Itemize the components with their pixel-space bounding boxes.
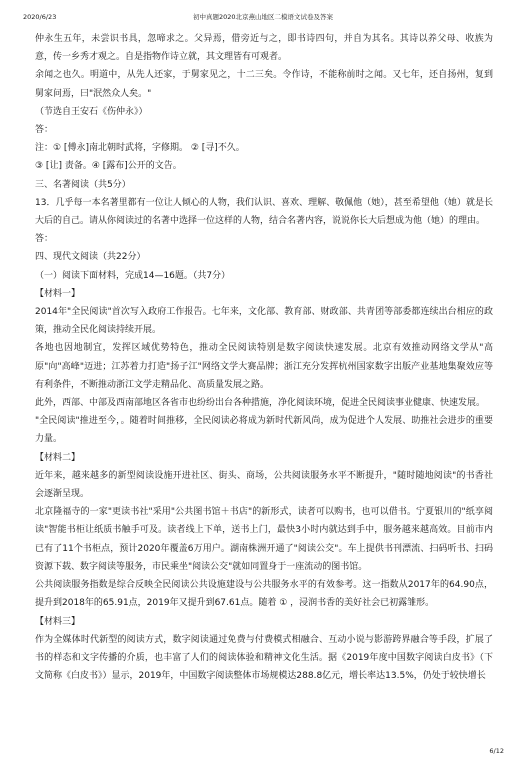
header-date: 2020/6/23 bbox=[23, 13, 57, 21]
subsection-heading: （一）阅读下面材料，完成14—16题。（共7分） bbox=[35, 270, 231, 281]
page-number: 6/12 bbox=[489, 747, 504, 755]
page-header bbox=[0, 10, 526, 24]
answer-line: 答： bbox=[35, 125, 54, 136]
document-body bbox=[35, 30, 493, 685]
material-label: 【材料二】 bbox=[35, 452, 81, 463]
paragraph: 作为全媒体时代新型的阅读方式，数字阅读通过免费与付费模式相融合、互动小说与影游跨界融合等手段，扩展了书的样态和文字传播的介质，也丰富了人们的阅读体验和精神文化生活。据《2019年度中国数字阅读白皮书》（下文简称《白皮书》）显示，2019年，中国数字阅读整体市场规模达288.8亿元，增长率达13.5%，仍处于较快增长 bbox=[35, 634, 493, 682]
section-heading: 三、名著阅读（共5分） bbox=[35, 179, 131, 190]
header-title: 初中真题2020北京燕山地区二模语文试卷及答案 bbox=[192, 13, 334, 21]
paragraph: 公共阅读服务指数是综合反映全民阅读公共设施建设与公共服务水平的有效参考。这一指数从2017年的64.90点，提升到2018年的65.91点，2019年又提升到67.61点。随着 ① ，浸润书香的美好社会已初露雏形。 bbox=[35, 580, 493, 609]
paragraph: 余闻之也久。明道中，从先人还家，于舅家见之，十二三矣。令作诗，不能称前时之闻。又七年，还自扬州，复到舅家问焉，曰"泯然众人矣。" bbox=[35, 70, 493, 99]
paragraph: 各地也因地制宜，发挥区域优势特色，推动全民阅读特别是数字阅读快速发展。北京有效推动网络文学从"高原"向"高峰"迈进；江苏着力打造"扬子江"网络文学大赛品牌；浙江充分发挥杭州国家数字出版产业基地集聚效应等有利条件，不断推动浙江文学走精品化、高质量发展之路。 bbox=[35, 343, 493, 390]
paragraph: 近年来，越来越多的新型阅读设施开进社区、街头、商场，公共阅读服务水平不断提升，"随时随地阅读"的书香社会逐渐呈现。 bbox=[35, 470, 493, 500]
material-label: 【材料三】 bbox=[35, 616, 81, 627]
paragraph: "全民阅读"推进至今，。随着时间推移，全民阅读必将成为新时代新风尚，成为促进个人发展、助推社会进步的重要力量。 bbox=[35, 416, 493, 445]
section-heading: 四、现代文阅读（共22分） bbox=[35, 252, 146, 263]
paragraph: 仲永生五年，未尝识书具，忽啼求之。父异焉，借旁近与之，即书诗四句，并自为其名。其诗以养父母、收族为意，传一乡秀才观之。自是指物作诗立就，其文理皆有可观者。 bbox=[35, 34, 493, 63]
source-note: （节选自王安石《伤仲永》） bbox=[35, 106, 148, 117]
question-13: 13．几乎每一本名著里都有一位让人倾心的人物，我们认识、喜欢、理解、敬佩他（她），甚至希望他（她）就是长大后的自己。请从你阅读过的名著中选择一位这样的人物，结合名著内容，说说你长大后想成为他（她）的理由。 bbox=[35, 197, 493, 227]
answer-line: 答： bbox=[35, 234, 54, 245]
material-label: 【材料一】 bbox=[35, 288, 81, 299]
paragraph: 2014年"全民阅读"首次写入政府工作报告。七年来，文化部、教育部、财政部、共青团等部委都连续出台相应的政策，推动全民化阅读持续开展。 bbox=[35, 307, 493, 336]
paragraph: 此外，西部、中部及西南部地区各省市也纷纷出台各种措施，净化阅读环境，促进全民阅读事业健康、快速发展。 bbox=[35, 398, 486, 409]
paragraph: 北京隆福寺的一家"更读书社"采用"公共图书馆＋书店"的新形式，读者可以购书，也可以借书。宁夏银川的"纸享阅读"智能书柜让纸质书触手可及。读者线上下单，送书上门，最快3小时内就达到手中，服务越来越高效。目前市内已有了11个书柜点，预计2020年覆盖6万用户。湖南株洲开通了"阅读公交"。车上提供书刊漂流、扫码听书、扫码资源下载、数字阅读等服务，市民乘坐"阅读公交"就如同置身于一座流动的图书馆。 bbox=[35, 507, 493, 572]
annotation-line: ③ [让] 责备。④ [露布]公开的文告。 bbox=[35, 161, 182, 172]
annotation-line: 注：① [傅永]南北朝时武将，字修期。 ② [寻]不久。 bbox=[35, 143, 245, 154]
